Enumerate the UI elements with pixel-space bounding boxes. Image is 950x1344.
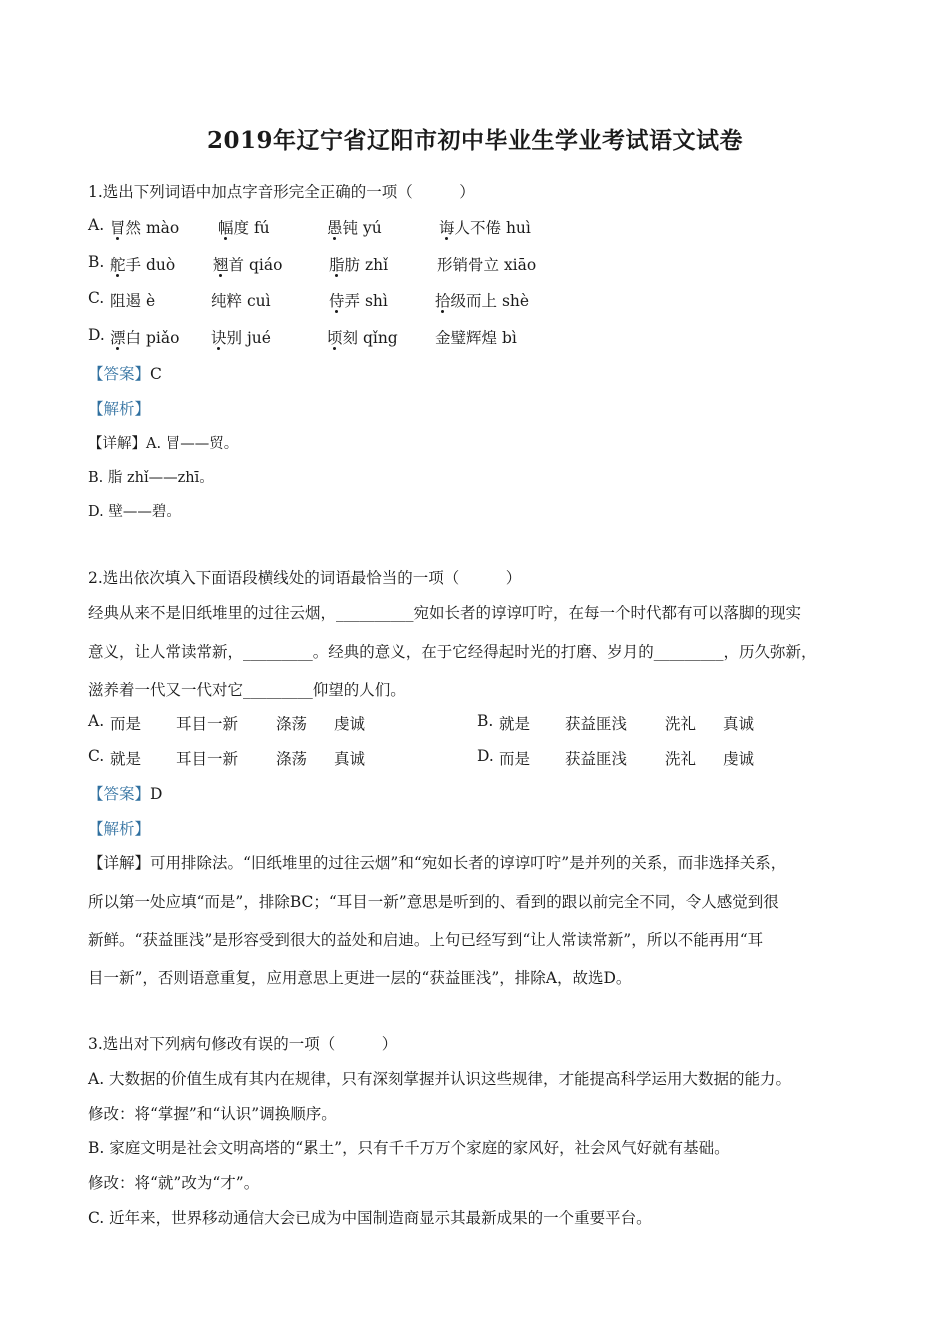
q1-option-c-word-2: 纯粹 cuì bbox=[211, 292, 271, 310]
q1-option-letter: D. bbox=[88, 326, 105, 344]
q2-answer: 【答案】D bbox=[88, 785, 163, 803]
q2-passage-line: 意义，让人常读常新，_________。经典的意义，在于它经得起时光的打磨、岁月的_________，历久弥新， bbox=[88, 643, 817, 661]
q1-option-b-word-1: 舵手 duò bbox=[110, 256, 176, 274]
q1-option-c-word-1: 阻遏 è bbox=[110, 292, 156, 310]
q2-detail-line: 新鲜。“获益匪浅”是形容受到很大的益处和启迪。上句已经写到“让人常读常新”，所以不能再用“耳 bbox=[88, 931, 764, 949]
q1-analysis-label: 【解析】 bbox=[88, 400, 151, 418]
q2-analysis-label: 【解析】 bbox=[88, 820, 151, 838]
q1-option-d-word-4: 金璧辉煌 bì bbox=[435, 329, 517, 347]
q2-detail-line: 【详解】可用排除法。“旧纸堆里的过往云烟”和“宛如长者的谆谆叮咛”是并列的关系，而非选择关系， bbox=[88, 854, 787, 872]
q3-line: A. 大数据的价值生成有其内在规律，只有深刻掌握并认识这些规律，才能提高科学运用大数据的能力。 bbox=[88, 1070, 792, 1088]
q1-option-c-word-4: 拾级而上 shè bbox=[435, 292, 530, 310]
q1-answer: 【答案】C bbox=[88, 365, 162, 383]
q3-line: 修改：将“掌握”和“认识”调换顺序。 bbox=[88, 1105, 337, 1123]
q1-detail-line: D. 壁——碧。 bbox=[88, 504, 181, 520]
q2-option-c: C. 就是 耳目一新 涤荡 真诚 bbox=[88, 747, 366, 768]
q2-passage-line: 滋养着一代又一代对它_________仰望的人们。 bbox=[88, 681, 406, 699]
q1-option-a-word-1: 冒然 mào bbox=[110, 219, 180, 237]
q1-detail-line: 【详解】A. 冒——贸。 bbox=[88, 436, 239, 452]
q1-option-d-word-1: 漂白 piǎo bbox=[110, 329, 180, 347]
q3-line: 修改：将“就”改为“才”。 bbox=[88, 1174, 260, 1192]
question-1-stem: 1.选出下列词语中加点字音形完全正确的一项（ ） bbox=[88, 183, 475, 201]
q1-option-b-word-2: 翘首 qiáo bbox=[213, 256, 283, 274]
page-title: 2019年辽宁省辽阳市初中毕业生学业考试语文试卷 bbox=[206, 127, 743, 154]
q1-option-letter: A. bbox=[88, 216, 105, 234]
q1-option-a-word-4: 诲人不倦 huì bbox=[439, 219, 531, 237]
q2-option-a: A. 而是 耳目一新 涤荡 虔诚 bbox=[88, 712, 366, 733]
q2-detail-line: 目一新”，否则语意重复，应用意思上更进一层的“获益匪浅”，排除A，故选D。 bbox=[88, 969, 632, 987]
q1-detail-line: B. 脂 zhǐ——zhī。 bbox=[88, 470, 214, 486]
q1-option-b-word-3: 脂肪 zhǐ bbox=[329, 256, 389, 274]
q1-option-c-word-3: 侍弄 shì bbox=[329, 292, 388, 310]
q2-passage-line: 经典从来不是旧纸堆里的过往云烟，__________宛如长者的谆谆叮咛，在每一个时代都有可以落脚的现实 bbox=[88, 604, 802, 622]
question-2-stem: 2.选出依次填入下面语段横线处的词语最恰当的一项（ ） bbox=[88, 569, 522, 587]
q3-line: C. 近年来，世界移动通信大会已成为中国制造商显示其最新成果的一个重要平台。 bbox=[88, 1209, 652, 1227]
q2-option-d: D. 而是 获益匪浅 洗礼 虔诚 bbox=[477, 747, 755, 768]
question-3-stem: 3.选出对下列病句修改有误的一项（ ） bbox=[88, 1035, 398, 1053]
q1-option-b-word-4: 形销骨立 xiāo bbox=[437, 256, 537, 274]
q1-option-letter: C. bbox=[88, 289, 105, 307]
q3-line: B. 家庭文明是社会文明高塔的“累土”，只有千千万万个家庭的家风好，社会风气好就有基础。 bbox=[88, 1139, 730, 1157]
q1-option-d-word-3: 顷刻 qǐng bbox=[327, 329, 398, 347]
q1-option-letter: B. bbox=[88, 253, 105, 271]
q1-option-a-word-3: 愚钝 yú bbox=[327, 219, 382, 237]
q1-option-a-word-2: 幅度 fú bbox=[218, 219, 270, 237]
q2-detail-line: 所以第一处应填“而是”，排除BC；“耳目一新”意思是听到的、看到的跟以前完全不同，令人感觉到很 bbox=[88, 893, 779, 911]
q2-option-b: B. 就是 获益匪浅 洗礼 真诚 bbox=[477, 712, 755, 733]
q1-option-d-word-2: 诀别 jué bbox=[211, 329, 271, 347]
